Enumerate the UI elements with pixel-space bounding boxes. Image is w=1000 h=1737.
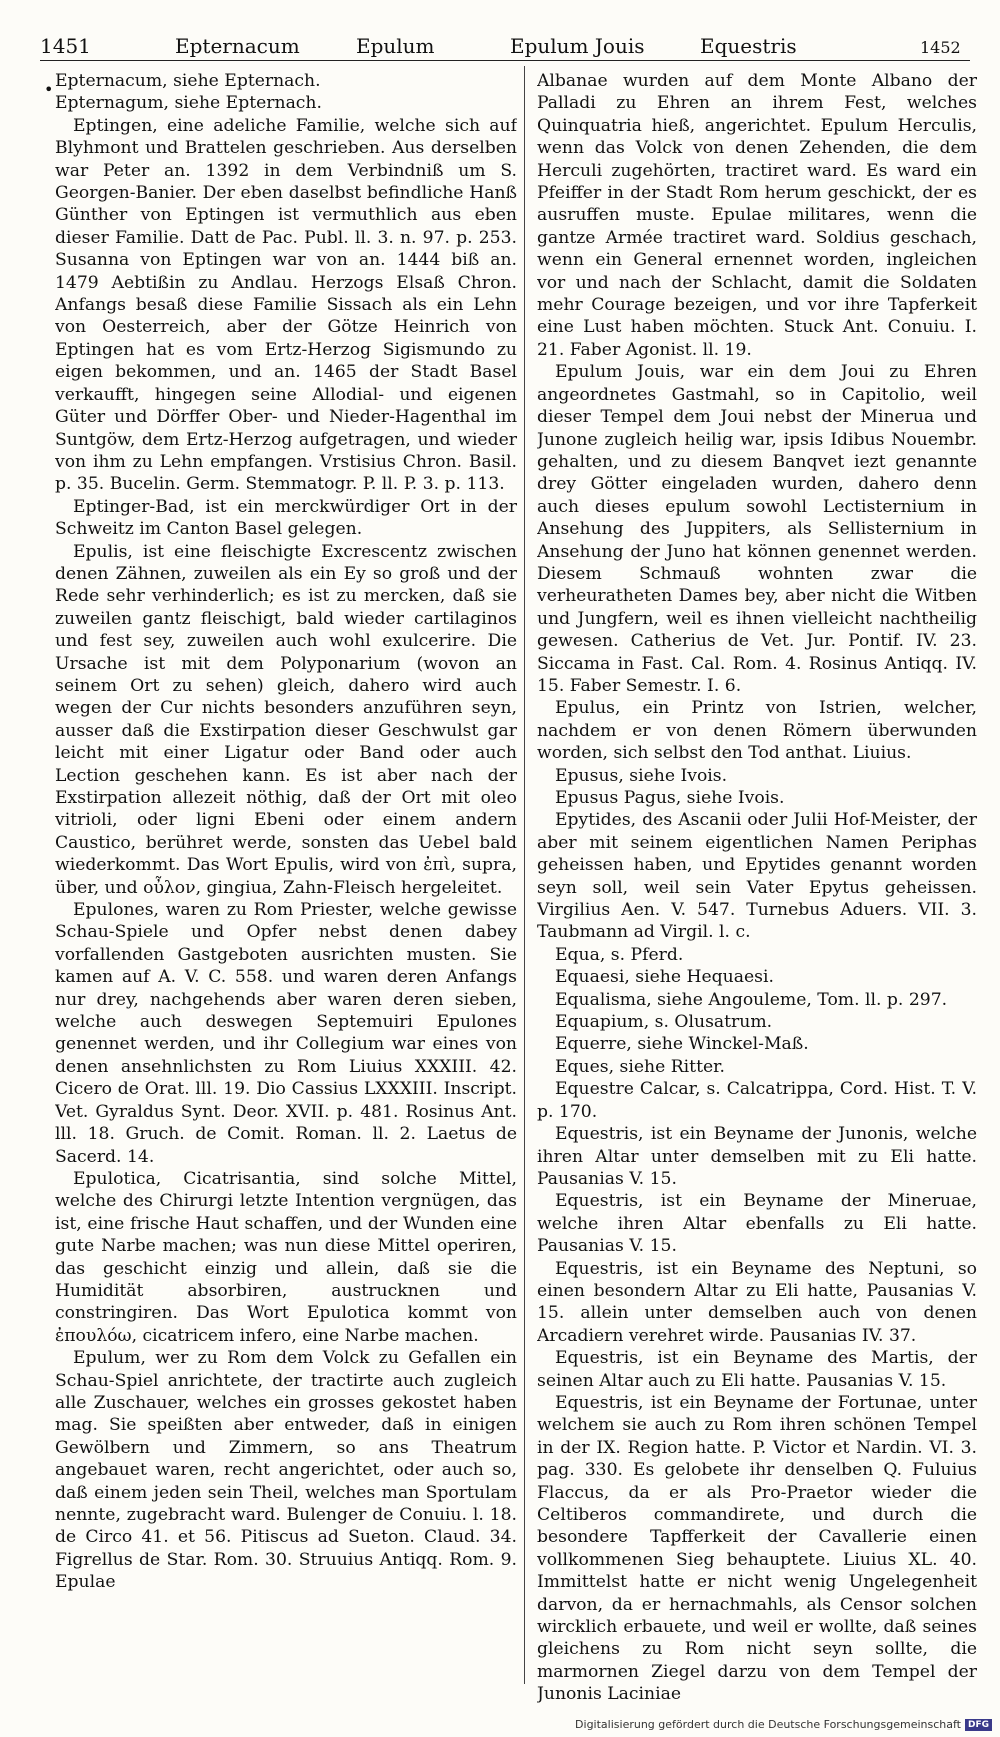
catchword-3: Epulum Jouis: [510, 34, 645, 58]
margin-bullet: •: [44, 80, 54, 99]
entry: Epulus, ein Printz von Istrien, welcher, nachdem er von denen Römern überwunden worden, sich selbst den Tod anthat. Liuius.: [537, 698, 977, 764]
entry: Eques, siehe Ritter.: [555, 1056, 725, 1077]
entry: Equapium, s. Olusatrum.: [555, 1012, 773, 1033]
entry: Epulum, wer zu Rom dem Volck zu Gefallen ein Schau-Spiel anrichtete, der tractirte auch zugleich alle Zuschauer, welches ein grosses gekostet haben mag. Sie speißten aber entweder, daß in einigen Gewölbern und Zimmern, so ans Theatrum angebauet waren, recht angerichtet, oder auch so, daß einem jeden sein Theil, welches man Sportulam nennte, zugebracht ward. Bulenger de Conuiu. l. 18. de Circo 41. et 56. Pitiscus ad Sueton. Claud. 34. Figrellus de Star. Rom. 30. Struuius Antiqq. Rom. 9. Epulae: [55, 1348, 517, 1593]
catchword-1: Epternacum: [175, 34, 300, 58]
entry: Equaesi, siehe Hequaesi.: [555, 967, 774, 988]
entry: Epytides, des Ascanii oder Julii Hof-Meister, der aber mit seinem eigentlichen Namen Periphas geheissen haben, und Epytides genannt worden seyn soll, weil sein Vater Epytus geheissen. Virgilius Aen. V. 547. Turnebus Aduers. VII. 3. Taubmann ad Virgil. l. c.: [537, 810, 977, 943]
page-number-right: 1452: [920, 38, 961, 57]
entry: Equestris, ist ein Beyname der Mineruae, welche ihren Altar ebenfalls zu Eli hatte. Pausanias V. 15.: [537, 1191, 977, 1257]
entry: Albanae wurden auf dem Monte Albano der Palladi zu Ehren an ihrem Fest, welches Quinquatria hieß, angerichtet. Epulum Herculis, wenn das Volck von denen Zehenden, die dem Herculi zugehörten, tractiret ward. Es ward ein Pfeiffer in der Stadt Rom herum geschickt, der es ausruffen muste. Epulae militares, wenn die gantze Armée tractiret ward. Soldius geschach, wenn ein General ernennet worden, ingleichen vor und nach der Schlacht, damit die Soldaten mehr Courage bezeigen, und vor ihre Tapferkeit eine Lust haben möchten. Stuck Ant. Conuiu. I. 21. Faber Agonist. ll. 19.: [537, 71, 977, 360]
entry: Epulum Jouis, war ein dem Joui zu Ehren angeordnetes Gastmahl, so in Capitolio, weil dieser Tempel dem Joui nebst der Minerua und Junone zugleich heilig war, ipsis Idibus Nouembr. gehalten, und zu diesem Banqvet iezt genannte drey Götter eingeladen wurden, dahero denn auch dieses epulum sowohl Lectisternium in Ansehung des Juppiters, als Sellisternium in Ansehung der Juno hat können genennet werden. Diesem Schmauß wohnten zwar die verheuratheten Dames bey, aber nicht die Witben und Jungfern, weil es ihnen vielleicht nachtheilig gewesen. Catherius de Vet. Jur. Pontif. IV. 23. Siccama in Fast. Cal. Rom. 4. Rosinus Antiqq. IV. 15. Faber Semestr. I. 6.: [537, 362, 977, 696]
entry: Epusus, siehe Ivois.: [555, 765, 728, 786]
entry: Epulis, ist eine fleischigte Excrescentz zwischen denen Zähnen, zuweilen als ein Ey so groß und der Rede sehr verhinderlich; es ist zu mercken, daß sie zuweilen gantz fleischigt, bald wieder cartilaginos und fest sey, zuweilen auch wohl exulcerire. Die Ursache ist mit dem Polyponarium (wovon an seinem Ort zu sehen) gleich, dahero wird auch wegen der Cur nichts besonders anzuführen seyn, ausser daß die Exstirpation dieser Geschwulst gar leicht mit einer Ligatur oder Band oder auch Lection geschehen kann. Es ist aber nach der Exstirpation allezeit nöthig, daß der Ort mit oleo vitrioli, oder ligni Ebeni oder einem andern Caustico, berühret werde, sonsten das Uebel bald wiederkommt. Das Wort Epulis, wird von ἐπὶ, supra, über, und οὖλον, gingiua, Zahn-Fleisch hergeleitet.: [55, 541, 517, 898]
catchword-2: Epulum: [356, 34, 435, 58]
digitization-footer: [575, 1718, 992, 1731]
right-column: [537, 70, 977, 1706]
dfg-logo: DFG: [965, 1719, 992, 1731]
entry: Epternagum, siehe Epternach.: [55, 93, 322, 114]
entry: Epternacum, siehe Epternach.: [55, 71, 321, 91]
page-number-left: 1451: [40, 34, 91, 58]
entry: Eptingen, eine adeliche Familie, welche sich auf Blyhmont und Brattelen geschrieben. Aus derselben war Peter an. 1392 in dem Verbindniß um S. Georgen-Banier. Der eben daselbst befindliche Hanß Günther von Eptingen ist vermuthlich aus eben dieser Familie. Datt de Pac. Publ. ll. 3. n. 97. p. 253. Susanna von Eptingen war von an. 1444 biß an. 1479 Aebtißin zu Andlau. Herzogs Elsaß Chron. Anfangs besaß diese Familie Sissach als ein Lehn von Oesterreich, aber der Götze Heinrich von Eptingen hat es vom Ertz-Herzog Sigismundo zu eigen bekommen, und an. 1465 der Stadt Basel verkaufft, hingegen seine Allodial- und eigenen Güter und Dörffer Ober- und Nieder-Hagenthal im Suntgöw, dem Ertz-Herzog aufgetragen, und wieder von ihm zu Lehn empfangen. Vrstisius Chron. Basil. p. 35. Bucelin. Germ. Stemmatogr. P. ll. P. 3. p. 113.: [55, 115, 517, 495]
entry: Epulotica, Cicatrisantia, sind solche Mittel, welche des Chirurgi letzte Intention vergnügen, das ist, eine frische Haut schaffen, und der Wunden eine gute Narbe machen; was nun diese Mittel operiren, das geschicht einzig und allein, daß sie die Humidität absorbiren, austrucknen und constringiren. Das Wort Epulotica kommt von ἐπουλόω, cicatricem infero, eine Narbe machen.: [55, 1168, 517, 1346]
entry: Equestris, ist ein Beyname der Fortunae, unter welchem sie auch zu Rom ihren schönen Tempel in der IX. Region hatte. P. Victor et Nardin. VI. 3. pag. 330. Es gelobete ihr denselben Q. Fuluius Flaccus, da er als Pro-Praetor wieder die Celtiberos commandirete, und durch die besondere Tapfferkeit der Cavallerie einen vollkommenen Sieg behauptete. Liuius XL. 40. Immittelst hatte er nicht wenig Ungelegenheit darvon, da er hernachmahls, als Censor solchen wircklich erbauete, und weil er wollte, daß seines gleichens zu Rom nicht seyn sollte, die marmornen Ziegel darzu von dem Tempel der Junonis Laciniae: [537, 1392, 977, 1705]
entry: Equestris, ist ein Beyname der Junonis, welche ihren Altar unter demselben mit zu Eli hatte. Pausanias V. 15.: [537, 1124, 977, 1189]
column-divider: [524, 66, 525, 1684]
entry: Equestre Calcar, s. Calcatrippa, Cord. Hist. T. V. p. 170.: [537, 1079, 977, 1122]
entry: Equestris, ist ein Beyname des Martis, der seinen Altar auch zu Eli hatte. Pausanias V. 15.: [537, 1348, 977, 1391]
entry: Equerre, siehe Winckel-Maß.: [555, 1034, 809, 1055]
entry: Epusus Pagus, siehe Ivois.: [555, 788, 785, 808]
left-column: [55, 70, 517, 1594]
footer-text: Digitalisierung gefördert durch die Deutsche Forschungsgemeinschaft: [575, 1718, 961, 1731]
catchword-4: Equestris: [700, 34, 797, 58]
page-header: [40, 32, 970, 61]
entry: Eptinger-Bad, ist ein merckwürdiger Ort in der Schweitz im Canton Basel gelegen.: [55, 496, 517, 540]
entry: Equa, s. Pferd.: [555, 944, 684, 965]
entry: Equalisma, siehe Angouleme, Tom. ll. p. 297.: [555, 989, 948, 1010]
entry: Epulones, waren zu Rom Priester, welche gewisse Schau-Spiele und Opfer nebst denen dabey vorfallenden Gastgeboten ausrichten musten. Sie kamen auf A. V. C. 558. und waren deren Anfangs nur drey, nachgehends aber waren deren sieben, welche auch deswegen Septemuiri Epulones genennet werden, und ihr Collegium war eines von denen ansehnlichsten zu Rom Liuius XXXIII. 42. Cicero de Orat. lll. 19. Dio Cassius LXXXIII. Inscript. Vet. Gyraldus Synt. Deor. XVII. p. 481. Rosinus Ant. lll. 18. Gruch. de Comit. Roman. ll. 2. Laetus de Sacerd. 14.: [55, 900, 517, 1167]
entry: Equestris, ist ein Beyname des Neptuni, so einen besondern Altar zu Eli hatte, Pausanias V. 15. allein unter demselben auch von denen Arcadiern verehret wirde. Pausanias IV. 37.: [537, 1258, 977, 1346]
